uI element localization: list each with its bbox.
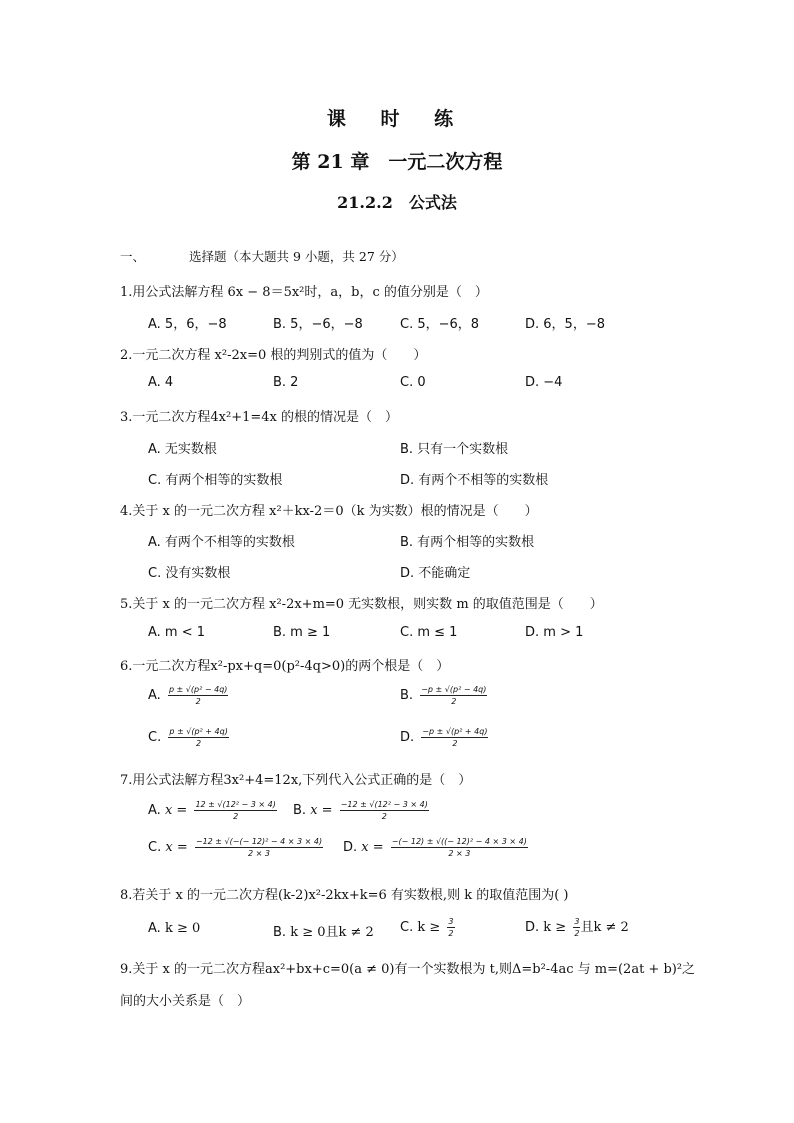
question-2-option-d: D. −4 <box>525 375 563 390</box>
chapter-title: 第 21 章 一元二次方程 <box>291 151 503 173</box>
question-2-option-b: B. 2 <box>273 375 299 390</box>
fraction: $\frac{\text{−12 ± √(12² − 3 × 4)}}{2}$ <box>340 800 428 821</box>
part-title: 选择题（本大题共 9 小题，共 27 分） <box>189 249 404 264</box>
question-6-option-b: B. $\frac{\text{−p ± √(p² − 4q)}}{2}$ <box>400 685 487 706</box>
question-5-option-b: B. m ≥ 1 <box>273 625 331 640</box>
question-7-option-c: C. x = $\frac{\text{−12 ± √(−(− 12)² − 4 × 3 × 4)}}{2 \times 3}$ <box>148 837 323 858</box>
question-6-stem: 6.一元二次方程x²-px+q=0(p²-4q>0)的两个根是（ ） <box>120 659 450 674</box>
fraction: $\frac{3}{2}$ <box>574 917 580 938</box>
question-4-option-c: C. 没有实数根 <box>148 566 231 581</box>
part-number: 一、 <box>120 249 146 264</box>
fraction: $\frac{\text{12 ± √(12² − 3 × 4)}}{2}$ <box>195 800 276 821</box>
fraction: $\frac{\text{−12 ± √(−(− 12)² − 4 × 3 × 4)}}{2 \times 3}$ <box>195 837 323 858</box>
question-3-option-d: D. 有两个不相等的实数根 <box>400 473 549 488</box>
question-3-option-b: B. 只有一个实数根 <box>400 442 509 457</box>
question-4-option-a: A. 有两个不相等的实数根 <box>148 535 295 550</box>
question-1-option-b: B. 5，−6，−8 <box>273 317 363 332</box>
question-4-option-d: D. 不能确定 <box>400 566 471 581</box>
question-5-option-c: C. m ≤ 1 <box>400 625 458 640</box>
question-7-option-b: B. x = $\frac{\text{−12 ± √(12² − 3 × 4)}}{2}$ <box>293 800 428 821</box>
fraction: $\frac{\text{−p ± √(p² + 4q)}}{2}$ <box>422 727 488 748</box>
question-6-option-d: D. $\frac{\text{−p ± √(p² + 4q)}}{2}$ <box>400 727 488 748</box>
question-1-option-c: C. 5，−6，8 <box>400 317 480 332</box>
question-1-option-a: A. 5，6，−8 <box>148 317 227 332</box>
question-9-stem-continued: 间的大小关系是（ ） <box>120 994 251 1009</box>
question-4-option-b: B. 有两个相等的实数根 <box>400 535 535 550</box>
question-3-option-a: A. 无实数根 <box>148 442 217 457</box>
question-8-option-a: A. k ≥ 0 <box>148 921 201 936</box>
question-8-option-d: D. k ≥ $\frac{3}{2}$ 且k ≠ 2 <box>525 917 629 938</box>
section-title: 21.2.2 公式法 <box>337 193 457 212</box>
question-5-option-a: A. m < 1 <box>148 625 206 640</box>
question-1-option-d: D. 6，5，−8 <box>525 317 605 332</box>
question-2-stem: 2.一元二次方程 x²-2x=0 根的判别式的值为（ ） <box>120 348 427 363</box>
question-7-option-d: D. x = $\frac{\text{−(− 12) ± √((− 12)² − 4 × 3 × 4)}}{2 \times 3}$ <box>343 837 527 858</box>
question-5-option-d: D. m > 1 <box>525 625 584 640</box>
part-heading <box>120 247 404 265</box>
question-8-option-c: C. k ≥ $\frac{3}{2}$ <box>400 917 454 938</box>
question-8-option-b: B. k ≥ 0且k ≠ 2 <box>273 925 374 940</box>
question-6-option-c: C. $\frac{\text{p ± √(p² + 4q)}}{2}$ <box>148 727 228 748</box>
question-2-option-c: C. 0 <box>400 375 426 390</box>
question-6-option-a: A. $\frac{\text{p ± √(p² − 4q)}}{2}$ <box>148 685 228 706</box>
question-9-stem: 9.关于 x 的一元二次方程ax²+bx+c=0(a ≠ 0)有一个实数根为 t,则Δ=b²-4ac 与 m=(2at + b)²之 <box>120 962 696 977</box>
question-1-stem: 1.用公式法解方程 6x − 8＝5x²时，a，b，c 的值分别是（ ） <box>120 285 488 300</box>
fraction: $\frac{\text{−(− 12) ± √((− 12)² − 4 × 3 × 4)}}{2 \times 3}$ <box>391 837 527 858</box>
question-5-stem: 5.关于 x 的一元二次方程 x²-2x+m=0 无实数根，则实数 m 的取值范围是（ ） <box>120 597 603 612</box>
worksheet-title: 课 时 练 <box>326 108 468 130</box>
fraction: $\frac{\text{p ± √(p² − 4q)}}{2}$ <box>168 685 228 706</box>
fraction: $\frac{\text{−p ± √(p² − 4q)}}{2}$ <box>421 685 487 706</box>
question-4-stem: 4.关于 x 的一元二次方程 x²＋kx-2＝0（k 为实数）根的情况是（ ） <box>120 504 538 519</box>
fraction: $\frac{\text{p ± √(p² + 4q)}}{2}$ <box>169 727 228 748</box>
question-3-stem: 3.一元二次方程4x²+1=4x 的根的情况是（ ） <box>120 410 399 425</box>
fraction: $\frac{3}{2}$ <box>448 917 454 938</box>
question-7-stem: 7.用公式法解方程3x²+4=12x,下列代入公式正确的是（ ） <box>120 773 472 788</box>
question-8-stem: 8.若关于 x 的一元二次方程(k-2)x²-2kx+k=6 有实数根,则 k 的取值范围为( ) <box>120 888 569 903</box>
question-7-option-a: A. x = $\frac{\text{12 ± √(12² − 3 × 4)}}{2}$ <box>148 800 276 821</box>
question-2-option-a: A. 4 <box>148 375 174 390</box>
question-3-option-c: C. 有两个相等的实数根 <box>148 473 283 488</box>
